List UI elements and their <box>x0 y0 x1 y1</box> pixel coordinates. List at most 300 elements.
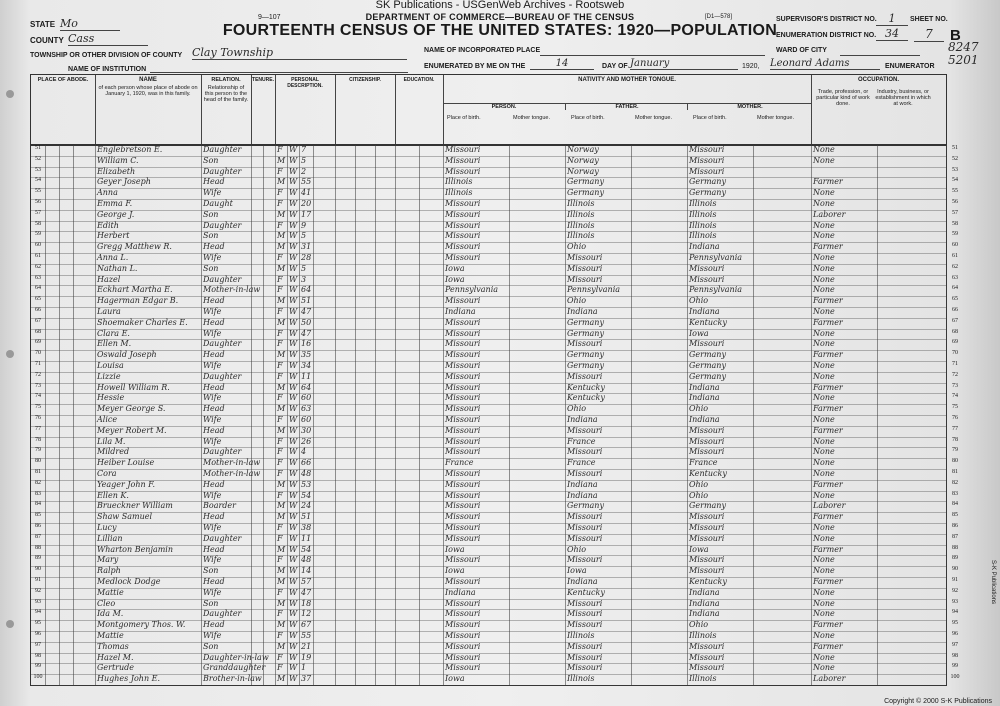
age: 48 <box>301 555 312 565</box>
occupation-trade: None <box>813 231 835 241</box>
person-name: Gregg Matthew R. <box>97 242 172 252</box>
mother-birthplace: Indiana <box>689 382 720 392</box>
race: W <box>289 458 298 468</box>
education-header <box>395 75 444 145</box>
race: W <box>289 231 298 241</box>
relationship: Son <box>203 155 219 165</box>
father-birthplace: Missouri <box>567 425 603 435</box>
day-label: DAY OF <box>602 63 628 70</box>
mother-birthplace: Kentucky <box>689 577 727 586</box>
nativity-group-label: NATIVITY AND MOTHER TONGUE. <box>578 77 676 83</box>
line-number-right: 79 <box>952 447 958 454</box>
relationship: Brother-in-law <box>203 674 262 684</box>
relationship: Head <box>203 620 225 630</box>
person-name: Louisa <box>97 361 124 370</box>
birthplace: Illinois <box>445 177 473 187</box>
line-number-right: 66 <box>952 307 958 313</box>
father-birthplace: Indiana <box>567 307 598 316</box>
father-birthplace: Illinois <box>567 220 595 230</box>
race: W <box>289 361 298 370</box>
line-number: 68 <box>35 328 41 335</box>
person-name: Meyer Robert M. <box>97 425 167 435</box>
sex: F <box>277 307 283 316</box>
mother-birthplace: Missouri <box>689 641 725 651</box>
mother-birthplace: Illinois <box>689 220 717 230</box>
race: W <box>289 469 298 478</box>
birthplace: Missouri <box>445 231 481 241</box>
mother-birthplace: Missouri <box>689 566 725 576</box>
person-name: Thomas <box>97 641 129 651</box>
person-subgroup: PERSON. <box>443 103 565 110</box>
race: W <box>289 382 298 392</box>
birthplace: France <box>445 458 474 468</box>
relation-header <box>201 75 252 145</box>
race: W <box>289 209 298 219</box>
person-name: Mattie <box>97 587 124 597</box>
relationship: Daughter <box>203 609 242 619</box>
binder-hole <box>6 90 14 98</box>
occupation-trade: None <box>813 274 835 284</box>
mother-birthplace: Indiana <box>689 587 720 597</box>
father-birthplace: Indiana <box>567 490 598 500</box>
relationship: Head <box>203 577 225 586</box>
line-number-right: 52 <box>952 155 958 162</box>
mother-birthplace: Iowa <box>689 544 709 554</box>
person-birth-label: Place of birth. <box>447 115 481 121</box>
occupation-trade: None <box>813 631 835 640</box>
incorporated-line <box>540 55 765 56</box>
line-number: 99 <box>35 663 41 670</box>
occupation-trade: Farmer <box>813 425 843 435</box>
line-number: 75 <box>35 404 41 411</box>
stamp-number-1: 8247 <box>948 40 979 54</box>
person-name: Emma F. <box>97 199 133 208</box>
line-number: 93 <box>35 598 41 605</box>
person-name: Anna <box>97 188 118 198</box>
birthplace: Missouri <box>445 350 481 360</box>
age: 47 <box>301 307 312 316</box>
person-name: Herbert <box>97 231 130 241</box>
birthplace: Missouri <box>445 220 481 230</box>
sex: M <box>277 641 286 651</box>
mother-birthplace: Illinois <box>689 231 717 241</box>
line-number-right: 83 <box>952 490 958 497</box>
relationship: Daughter <box>203 339 242 349</box>
census-entry-grid <box>30 144 960 686</box>
line-number-right: 65 <box>952 296 958 303</box>
line-number-right: 71 <box>952 361 958 367</box>
age: 34 <box>301 361 312 370</box>
father-birthplace: Kentucky <box>567 587 605 597</box>
person-name: Ralph <box>97 566 121 576</box>
year-label: 1920, <box>742 63 760 70</box>
line-number-right: 70 <box>952 350 958 357</box>
age: 7 <box>301 145 307 154</box>
name-header <box>95 75 202 145</box>
age: 19 <box>301 652 312 662</box>
sex: F <box>277 436 283 446</box>
birthplace: Indiana <box>445 587 476 597</box>
birthplace: Iowa <box>445 544 465 554</box>
mother-birthplace: Indiana <box>689 609 720 619</box>
race: W <box>289 544 298 554</box>
line-number: 65 <box>35 296 41 303</box>
birthplace: Pennsylvania <box>445 285 499 295</box>
line-number: 71 <box>35 361 41 367</box>
father-birth-label: Place of birth. <box>571 115 605 121</box>
birthplace: Missouri <box>445 469 481 478</box>
occupation-trade: None <box>813 533 835 543</box>
sex: F <box>277 145 283 154</box>
birthplace: Missouri <box>445 371 481 381</box>
sex: M <box>277 674 286 684</box>
race: W <box>289 339 298 349</box>
age: 60 <box>301 393 312 403</box>
mother-subgroup: MOTHER. <box>687 103 812 110</box>
age: 5 <box>301 155 307 165</box>
father-birthplace: France <box>567 436 596 446</box>
father-birthplace: Germany <box>567 177 604 187</box>
mother-birthplace: Missouri <box>689 425 725 435</box>
sheet-letter: B <box>950 27 961 44</box>
age: 50 <box>301 317 312 327</box>
person-name: George J. <box>97 209 135 219</box>
age: 1 <box>301 663 307 673</box>
father-birthplace: Norway <box>567 145 599 154</box>
age: 51 <box>301 512 312 522</box>
line-number-right: 63 <box>952 274 958 281</box>
relationship: Mother-in-law <box>203 285 261 295</box>
relationship: Daughter <box>203 166 242 176</box>
race: W <box>289 155 298 165</box>
mother-birthplace: Missouri <box>689 555 725 565</box>
mother-birthplace: Pennsylvania <box>689 253 743 262</box>
birthplace: Iowa <box>445 674 465 684</box>
race: W <box>289 652 298 662</box>
line-number: 95 <box>35 620 41 627</box>
line-number-right: 68 <box>952 328 958 335</box>
line-number: 52 <box>35 155 41 162</box>
age: 20 <box>301 199 312 208</box>
person-name: Gertrude <box>97 663 134 673</box>
line-number: 91 <box>35 577 41 583</box>
age: 31 <box>301 242 312 252</box>
mother-birthplace: Germany <box>689 371 726 381</box>
relationship: Mother-in-law <box>203 469 261 478</box>
age: 3 <box>301 274 307 284</box>
occupation-trade: None <box>813 328 835 338</box>
relationship: Head <box>203 404 225 414</box>
race: W <box>289 220 298 230</box>
mother-birthplace: Ohio <box>689 620 709 630</box>
relationship: Daughter-in-law <box>203 652 269 662</box>
race: W <box>289 199 298 208</box>
race: W <box>289 166 298 176</box>
person-name: Ida M. <box>97 609 124 619</box>
relation-group-label: RELATION. <box>211 77 241 83</box>
relationship: Daughter <box>203 220 242 230</box>
father-birthplace: Missouri <box>567 641 603 651</box>
father-birthplace: Illinois <box>567 209 595 219</box>
occupation-trade: None <box>813 469 835 478</box>
line-number-right: 60 <box>952 242 958 249</box>
relationship: Son <box>203 263 219 273</box>
line-number: 56 <box>35 199 41 205</box>
line-number-right: 93 <box>952 598 958 605</box>
line-number: 59 <box>35 231 41 238</box>
person-name: Mattie <box>97 631 124 640</box>
birthplace: Missouri <box>445 447 481 457</box>
occupation-trade: Farmer <box>813 382 843 392</box>
age: 64 <box>301 382 312 392</box>
copyright-notice: Copyright © 2000 S-K Publications <box>884 698 992 705</box>
line-number-right: 80 <box>952 458 958 465</box>
line-number-right: 91 <box>952 577 958 583</box>
line-number-right: 81 <box>952 469 958 475</box>
father-birthplace: Norway <box>567 166 599 176</box>
line-number: 84 <box>35 501 41 508</box>
line-number: 60 <box>35 242 41 249</box>
father-birthplace: Indiana <box>567 479 598 489</box>
birthplace: Missouri <box>445 609 481 619</box>
relationship: Wife <box>203 523 222 532</box>
industry-label: Industry, business, or establishment in which at work. <box>875 89 931 107</box>
father-birthplace: Indiana <box>567 415 598 424</box>
mother-birthplace: Germany <box>689 501 726 511</box>
sex: M <box>277 512 286 522</box>
age: 47 <box>301 587 312 597</box>
line-number-right: 75 <box>952 404 958 411</box>
occupation-trade: Farmer <box>813 620 843 630</box>
line-number-right: 56 <box>952 199 958 205</box>
sex: M <box>277 263 286 273</box>
line-number-right: 92 <box>952 587 958 594</box>
occupation-group-label: OCCUPATION. <box>857 77 900 83</box>
mother-birthplace: Missouri <box>689 652 725 662</box>
father-birthplace: Missouri <box>567 274 603 284</box>
mother-birthplace: Illinois <box>689 209 717 219</box>
enumerator-label: ENUMERATOR <box>885 63 935 70</box>
race: W <box>289 274 298 284</box>
birthplace: Iowa <box>445 263 465 273</box>
sex: M <box>277 242 286 252</box>
person-name: Laura <box>97 307 121 316</box>
race: W <box>289 436 298 446</box>
race: W <box>289 350 298 360</box>
person-name: Mary <box>97 555 119 565</box>
line-number: 70 <box>35 350 41 357</box>
father-birthplace: Missouri <box>567 253 603 262</box>
line-number-right: 89 <box>952 555 958 562</box>
birthplace: Missouri <box>445 361 481 370</box>
person-name: Medlock Dodge <box>97 577 161 586</box>
state-value: Mo <box>60 17 120 31</box>
mother-birthplace: Missouri <box>689 145 725 154</box>
person-name: Nathan L. <box>97 263 138 273</box>
line-number-right: 64 <box>952 285 958 292</box>
line-number: 66 <box>35 307 41 313</box>
person-name: Mildred <box>97 447 130 457</box>
race: W <box>289 285 298 295</box>
person-name: Edith <box>97 220 119 230</box>
line-number: 77 <box>35 425 41 432</box>
sex: F <box>277 220 283 230</box>
mother-birthplace: Indiana <box>689 307 720 316</box>
relationship: Head <box>203 177 225 187</box>
age: 5 <box>301 231 307 241</box>
line-number: 61 <box>35 253 41 259</box>
township-value: Clay Township <box>192 46 407 60</box>
occupation-trade: None <box>813 490 835 500</box>
race: W <box>289 490 298 500</box>
personal-group-label: PERSONAL DESCRIPTION. <box>287 77 323 89</box>
trade-label: Trade, profession, or particular kind of work done. <box>816 89 870 107</box>
mother-birthplace: Indiana <box>689 415 720 424</box>
sex: M <box>277 501 286 511</box>
line-number-right: 100 <box>950 674 960 681</box>
birthplace: Missouri <box>445 555 481 565</box>
birthplace: Missouri <box>445 166 481 176</box>
race: W <box>289 641 298 651</box>
age: 21 <box>301 641 312 651</box>
birthplace: Missouri <box>445 577 481 586</box>
father-birthplace: Illinois <box>567 674 595 684</box>
tenure-header <box>251 75 276 145</box>
race: W <box>289 425 298 435</box>
relationship: Wife <box>203 328 222 338</box>
occupation-header <box>811 75 946 145</box>
personal-header <box>275 75 336 145</box>
person-name: Hazel <box>97 274 121 284</box>
race: W <box>289 415 298 424</box>
race: W <box>289 479 298 489</box>
sex: F <box>277 361 283 370</box>
relationship: Daughter <box>203 145 242 154</box>
mother-birthplace: Missouri <box>689 436 725 446</box>
occupation-trade: None <box>813 393 835 403</box>
person-name: Elizabeth <box>97 166 136 176</box>
race: W <box>289 307 298 316</box>
birthplace: Missouri <box>445 339 481 349</box>
county-value: Cass <box>68 32 148 46</box>
line-number-right: 53 <box>952 166 958 173</box>
father-birthplace: Germany <box>567 350 604 360</box>
relationship: Wife <box>203 490 222 500</box>
tenure-group-label: TENURE. <box>252 77 274 83</box>
age: 11 <box>301 371 312 381</box>
ward-label: WARD OF CITY <box>776 47 827 54</box>
father-birthplace: Illinois <box>567 631 595 640</box>
sex: F <box>277 663 283 673</box>
sheet-label: SHEET NO. <box>910 16 948 23</box>
line-number: 85 <box>35 512 41 519</box>
occupation-trade: None <box>813 263 835 273</box>
sex: M <box>277 479 286 489</box>
occupation-trade: None <box>813 555 835 565</box>
person-name: William C. <box>97 155 139 165</box>
father-birthplace: Indiana <box>567 577 598 586</box>
person-name: Geyer Joseph <box>97 177 151 187</box>
sex: M <box>277 598 286 608</box>
line-number-right: 62 <box>952 263 958 270</box>
race: W <box>289 512 298 522</box>
birthplace: Missouri <box>445 145 481 154</box>
person-name: Hessie <box>97 393 125 403</box>
occupation-trade: None <box>813 339 835 349</box>
occupation-trade: None <box>813 415 835 424</box>
occupation-trade: Farmer <box>813 242 843 252</box>
institution-line <box>150 72 408 73</box>
sex: F <box>277 652 283 662</box>
birthplace: Illinois <box>445 188 473 198</box>
age: 38 <box>301 523 312 532</box>
race: W <box>289 663 298 673</box>
person-name: Hazel M. <box>97 652 134 662</box>
age: 48 <box>301 469 312 478</box>
father-birthplace: Germany <box>567 188 604 198</box>
occupation-trade: None <box>813 523 835 532</box>
occupation-trade: None <box>813 285 835 295</box>
father-birthplace: France <box>567 458 596 468</box>
relationship: Head <box>203 544 225 554</box>
father-birthplace: Missouri <box>567 555 603 565</box>
age: 57 <box>301 577 312 586</box>
line-number-right: 67 <box>952 317 958 324</box>
relationship: Wife <box>203 188 222 198</box>
supervisor-value: 1 <box>876 12 908 26</box>
line-number-right: 98 <box>952 652 958 659</box>
occupation-trade: None <box>813 436 835 446</box>
line-number: 96 <box>35 631 41 637</box>
birthplace: Missouri <box>445 328 481 338</box>
relationship: Son <box>203 209 219 219</box>
birthplace: Missouri <box>445 393 481 403</box>
age: 9 <box>301 220 307 230</box>
sex: F <box>277 447 283 457</box>
sex: M <box>277 155 286 165</box>
occupation-trade: None <box>813 188 835 198</box>
race: W <box>289 253 298 262</box>
line-number-right: 51 <box>952 145 958 151</box>
father-birthplace: Ohio <box>567 404 587 414</box>
age: 30 <box>301 425 312 435</box>
person-name: Clara E. <box>97 328 130 338</box>
abode-header <box>31 75 96 145</box>
name-group-label: NAME <box>139 77 157 83</box>
father-birthplace: Kentucky <box>567 382 605 392</box>
person-name: Ellen M. <box>97 339 132 349</box>
person-name: Ellen K. <box>97 490 129 500</box>
sex: M <box>277 620 286 630</box>
enumerator-name: Leonard Adams <box>770 58 880 70</box>
age: 18 <box>301 598 312 608</box>
line-number: 97 <box>35 641 41 648</box>
line-number: 86 <box>35 523 41 529</box>
occupation-trade: None <box>813 458 835 468</box>
race: W <box>289 566 298 576</box>
line-number-right: 96 <box>952 631 958 637</box>
birthplace: Missouri <box>445 382 481 392</box>
person-name: Oswald Joseph <box>97 350 157 360</box>
incorporated-label: NAME OF INCORPORATED PLACE <box>424 47 541 54</box>
mother-birthplace: Illinois <box>689 631 717 640</box>
line-number-right: 84 <box>952 501 958 508</box>
line-number-right: 86 <box>952 523 958 529</box>
sex: M <box>277 425 286 435</box>
line-number-right: 97 <box>952 641 958 648</box>
line-number: 63 <box>35 274 41 281</box>
age: 66 <box>301 458 312 468</box>
